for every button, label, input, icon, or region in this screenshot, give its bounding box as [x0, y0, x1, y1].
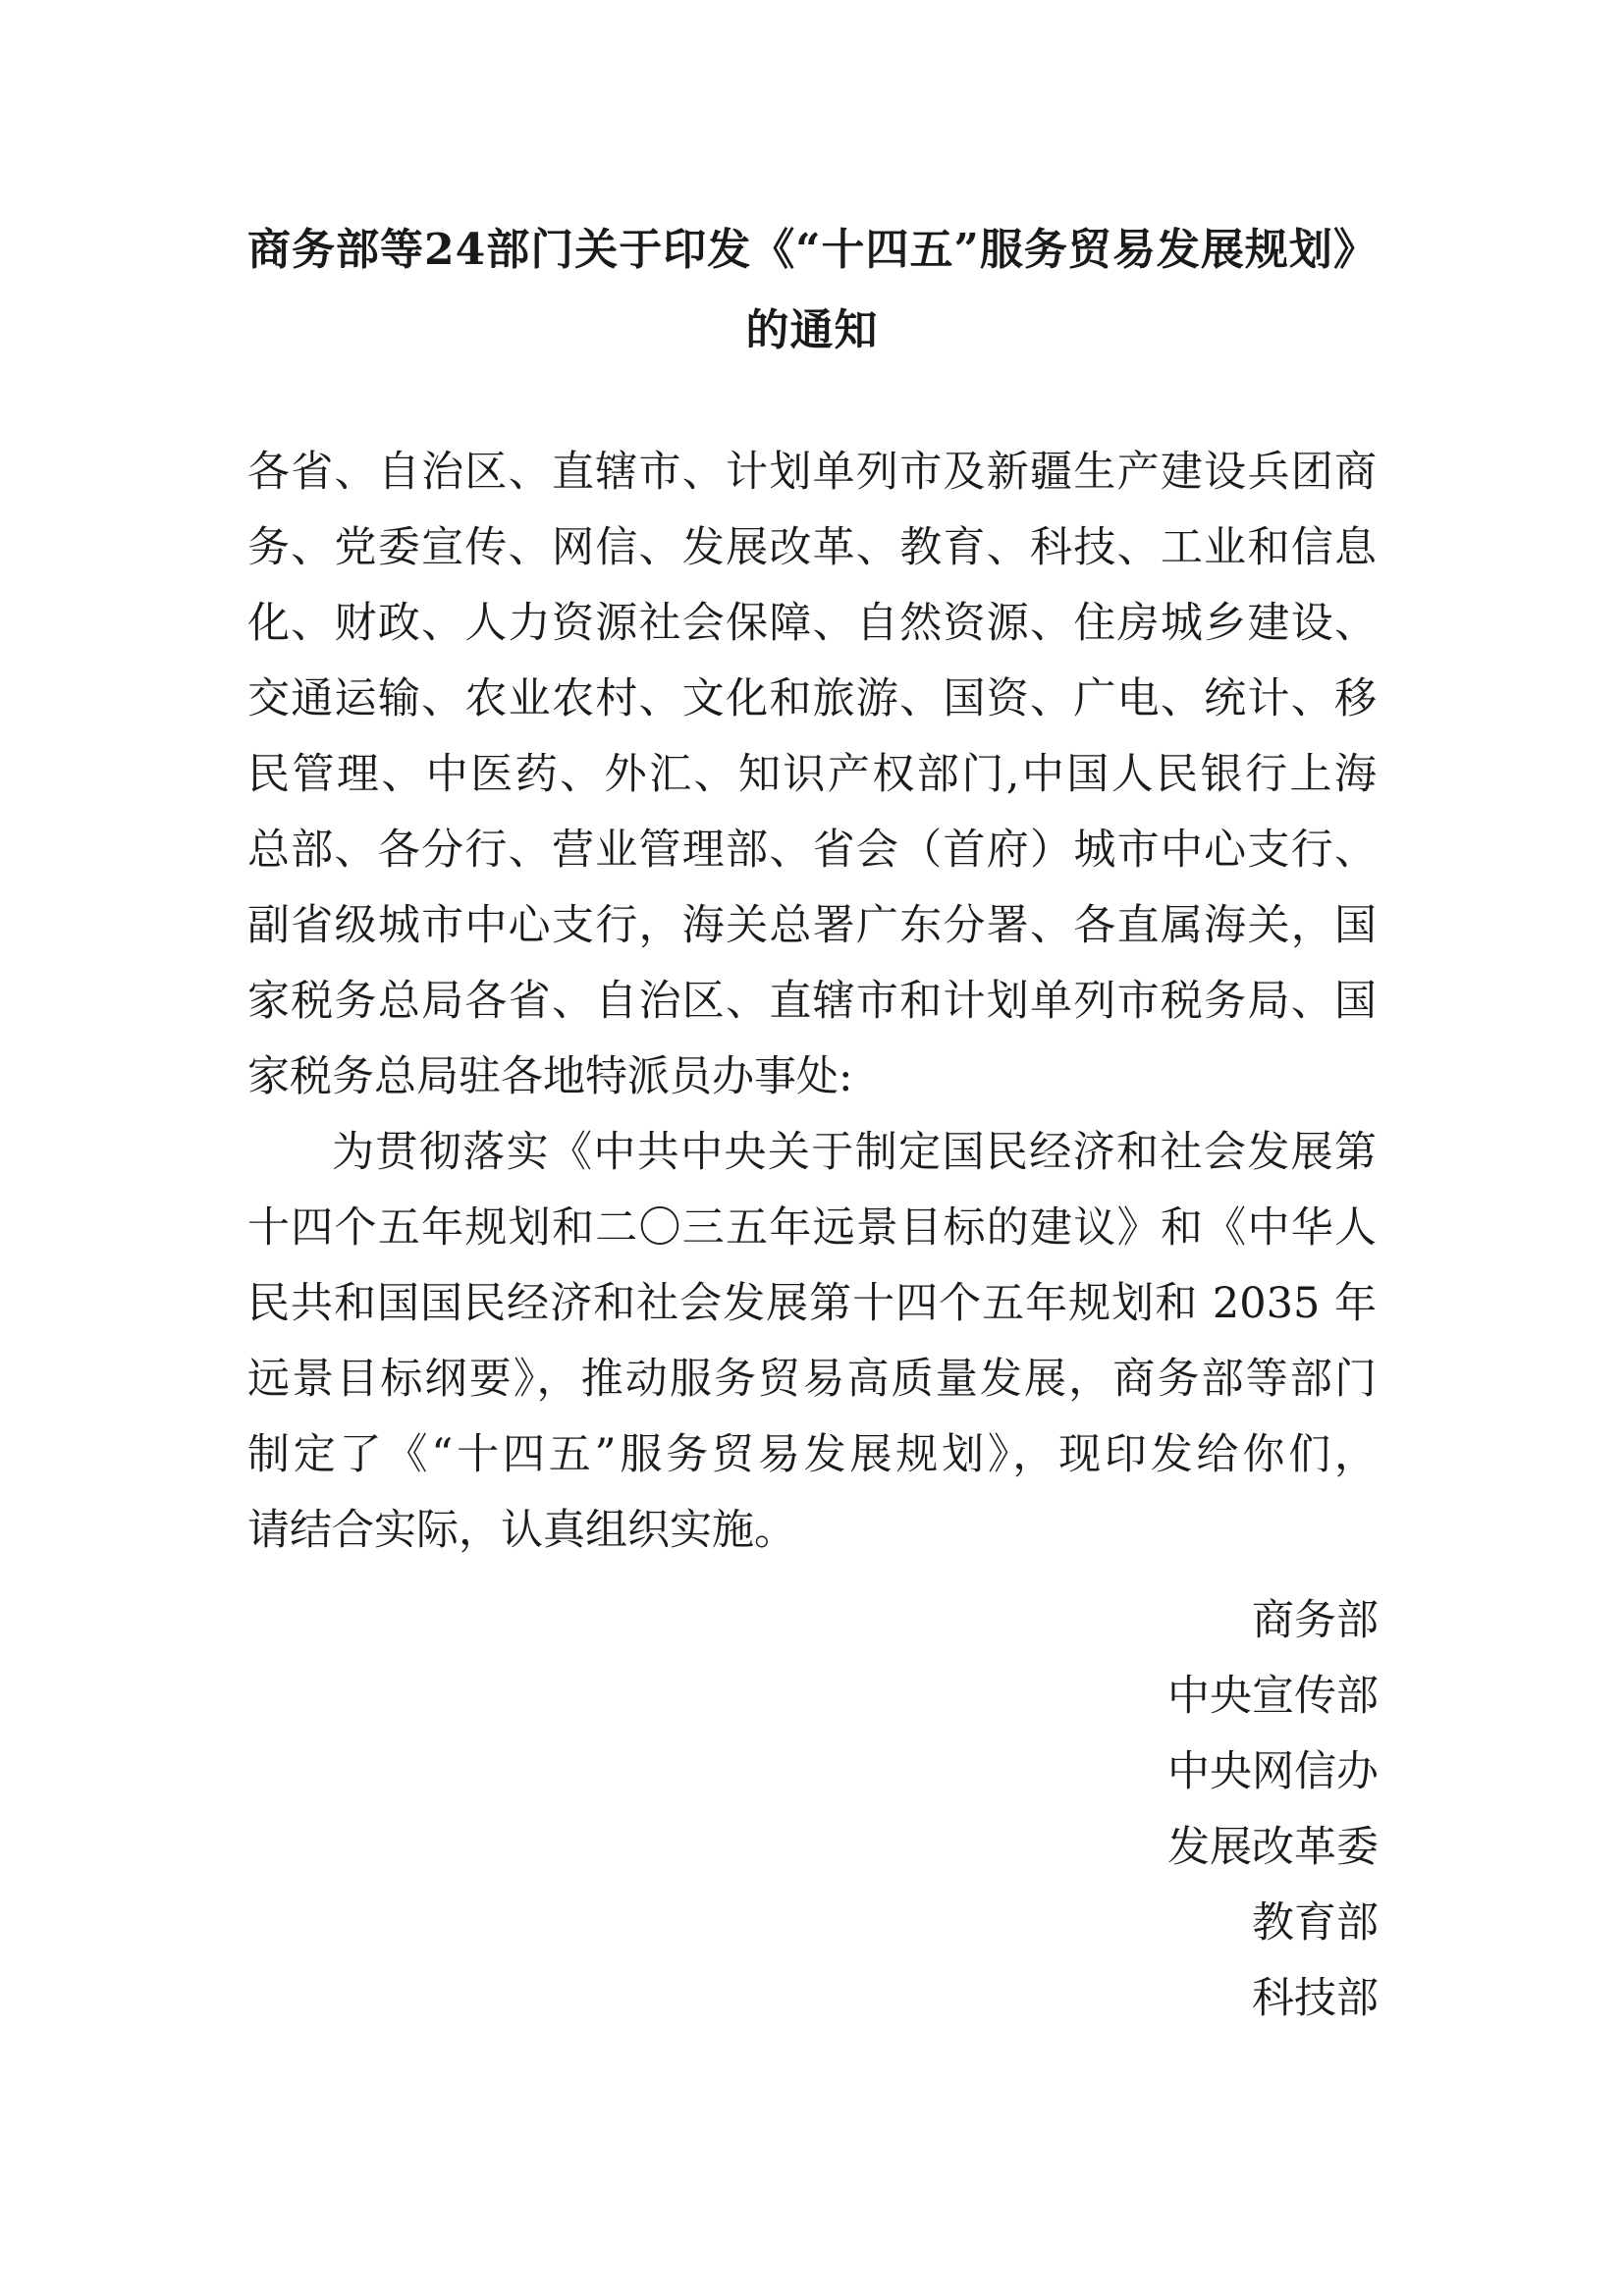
- addressee-line: 总部、各分行、营业管理部、省会（首府）城市中心支行、: [247, 826, 1377, 875]
- addressee-line: 各省、自治区、直辖市、计划单列市及新疆生产建设兵团商: [247, 448, 1377, 497]
- addressee-line: 副省级城市中心支行，海关总署广东分署、各直属海关，国: [247, 901, 1377, 950]
- signatory: 科技部: [1252, 1974, 1379, 2023]
- body-line: 民共和国国民经济和社会发展第十四个五年规划和 2035 年: [247, 1279, 1377, 1328]
- signatory: 教育部: [1252, 1898, 1379, 1948]
- signatory: 发展改革委: [1167, 1823, 1379, 1872]
- signatory: 中央网信办: [1167, 1747, 1379, 1796]
- addressee-line: 家税务总局各省、自治区、直辖市和计划单列市税务局、国: [247, 977, 1377, 1026]
- body-line: 十四个五年规划和二〇三五年远景目标的建议》和《中华人: [247, 1203, 1377, 1253]
- addressee-line: 家税务总局驻各地特派员办事处:: [247, 1052, 853, 1101]
- addressee-line: 交通运输、农业农村、文化和旅游、国资、广电、统计、移: [247, 674, 1377, 723]
- addressee-line: 化、财政、人力资源社会保障、自然资源、住房城乡建设、: [247, 599, 1377, 648]
- addressee-line: 民管理、中医药、外汇、知识产权部门,中国人民银行上海: [247, 750, 1377, 799]
- body-line: 制定了《“十四五”服务贸易发展规划》，现印发给你们，: [247, 1430, 1377, 1479]
- body-line: 请结合实际，认真组织实施。: [247, 1506, 796, 1555]
- document-title-line-1: 商务部等24部门关于印发《“十四五”服务贸易发展规划》: [247, 225, 1378, 275]
- signatory: 商务部: [1252, 1596, 1379, 1645]
- body-line: 远景目标纲要》，推动服务贸易高质量发展，商务部等部门: [247, 1355, 1377, 1404]
- document-title-line-2: 的通知: [745, 305, 879, 355]
- body-line: 为贯彻落实《中共中央关于制定国民经济和社会发展第: [332, 1128, 1377, 1177]
- addressee-line: 务、党委宣传、网信、发展改革、教育、科技、工业和信息: [247, 523, 1377, 572]
- signatory: 中央宣传部: [1167, 1672, 1379, 1721]
